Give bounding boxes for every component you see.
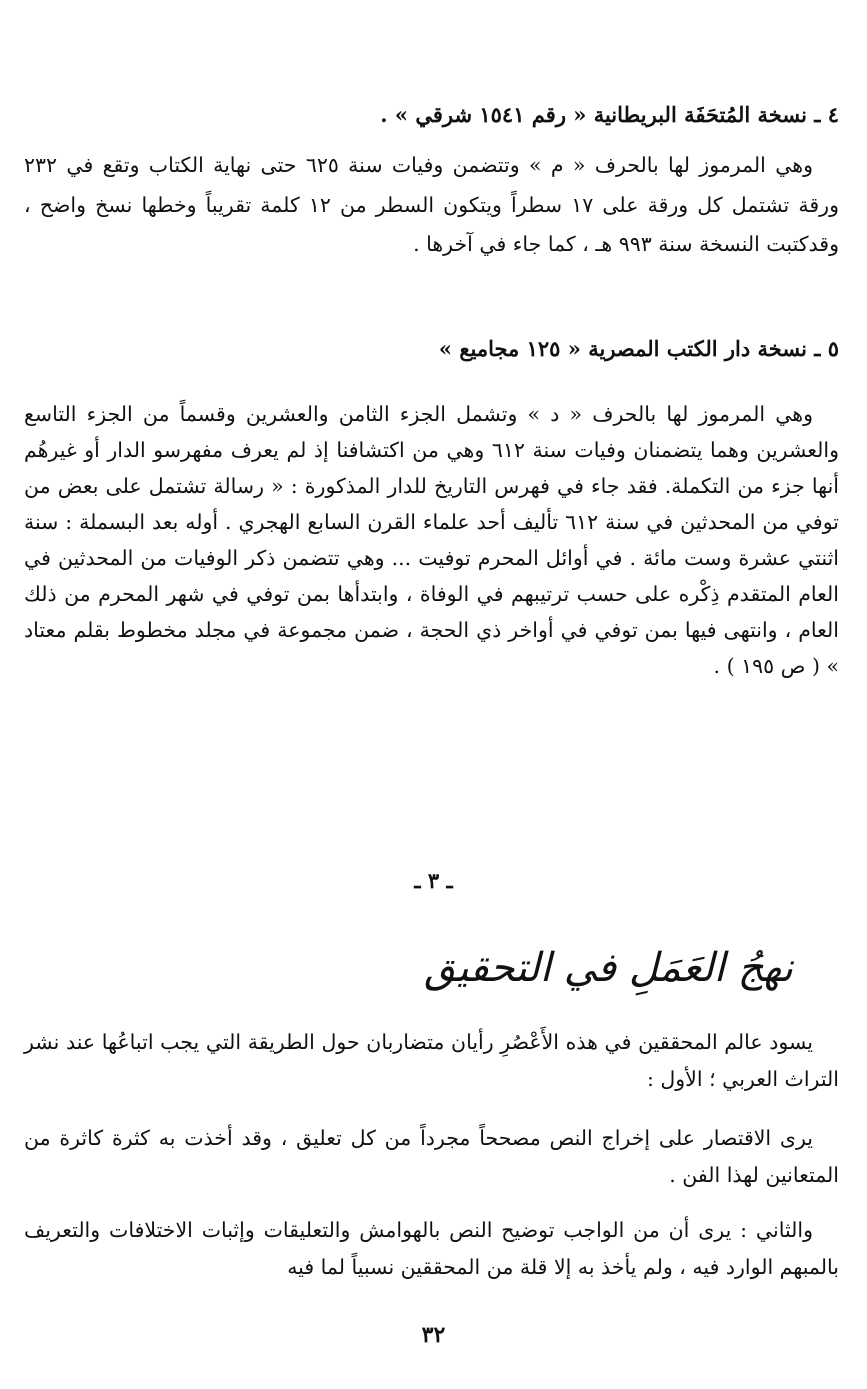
chapter-title: نهجُ العَمَلِ في التحقيق [424,945,793,991]
chapter-paragraph: والثاني : يرى أن من الواجب توضيح النص بالهوامش والتعليقات وإثبات الاختلافات والتعريف بالمبهم الوارد فيه ، ولم يأخذ به إلا قلة من المحققين نسبياً لما فيه [24,1218,839,1279]
chapter-paragraph: يرى الاقتصار على إخراج النص مصححاً مجرداً من كل تعليق ، وقد أخذت به كثرة كاثرة من المتعانين لهذا الفن . [24,1126,839,1187]
page-number: ٣٢ [421,1322,446,1348]
section-5-paragraph: وهي المرموز لها بالحرف « د » وتشمل الجزء الثامن والعشرين وقسماً من الجزء التاسع والعشرين وهما يتضمنان وفيات سنة ٦١٢ وهي من اكتشافنا إذ لم يعرف مفهرسو الدار أو غيرهُم أنها جزء من التكملة. فقد جاء في فهرس التاريخ للدار المذكورة : « رسالة تشتمل على بعض من توفي من المحدثين في سنة ٦١٢ تأليف أحد علماء القرن السابع الهجري . أوله بعد البسملة : سنة اثنتي عشرة وست مائة . في أوائل المحرم توفيت ... وهي تتضمن ذكر الوفيات من المحدثين في العام المتقدم ذِكْره على حسب ترتيبهم في الوفاة ، وابتدأها بمن توفي في شهر المحرم من ذلك العام ، وانتهى فيها بمن توفي في أواخر ذي الحجة ، ضمن مجموعة في مجلد مخطوط بقلم معتاد » ( ص ١٩٥ ) . [24,402,839,678]
section-4-heading: ٤ ـ نسخة المُتحَفَة البريطانية « رقم ١٥٤١ شرقي » . [380,102,839,127]
section-number: ـ ٣ ـ [414,868,453,893]
section-4-paragraph: وهي المرموز لها بالحرف « م » وتتضمن وفيات سنة ٦٢٥ حتى نهاية الكتاب وتقع في ٢٣٢ ورقة تشتمل كل ورقة على ١٧ سطراً ويتكون السطر من ١٢ كلمة تقريباً وخطها نسخ واضح ، وقدكتبت النسخة سنة ٩٩٣ هـ ، كما جاء في آخرها . [24,153,839,256]
section-5-heading: ٥ ـ نسخة دار الكتب المصرية « ١٢٥ مجاميع » [438,336,839,361]
chapter-paragraph: يسود عالم المحققين في هذه الأَعْصُرِ رأيان متضاربان حول الطريقة التي يجب اتباعُها عند نشر التراث العربي ؛ الأول : [24,1030,839,1091]
